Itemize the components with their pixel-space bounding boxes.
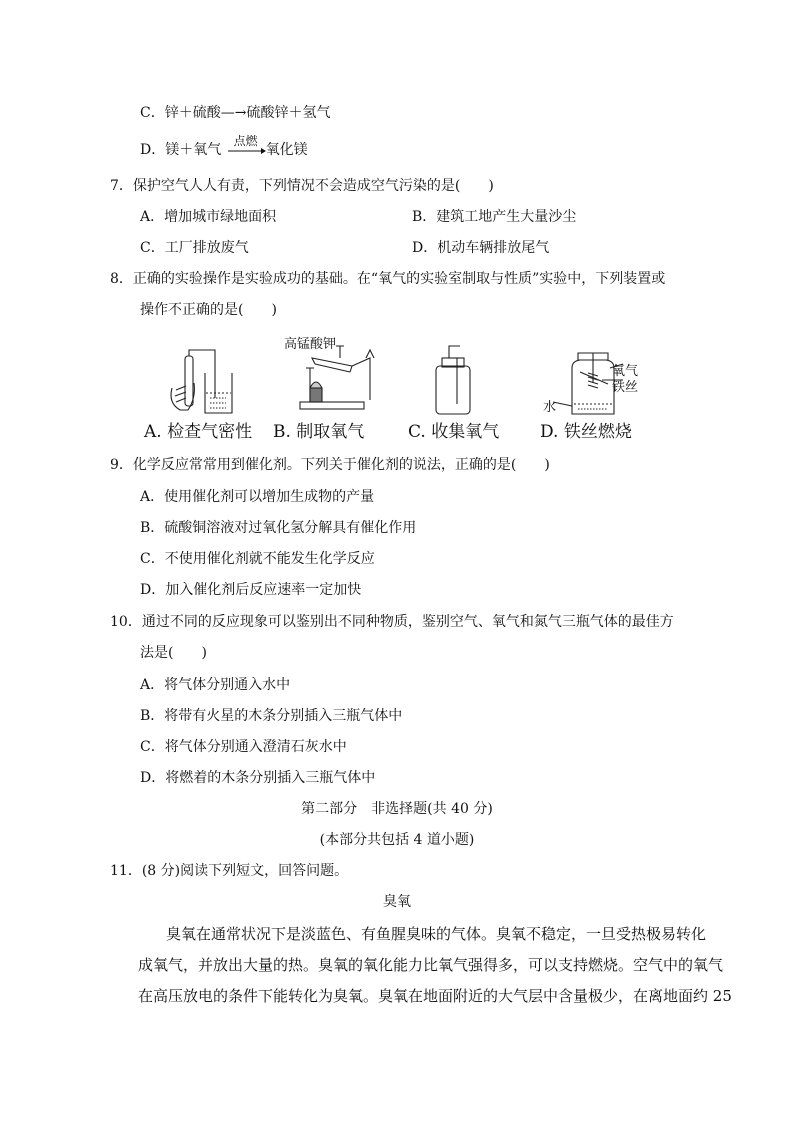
passage-line-2: 成氧气，并放出大量的热。臭氧的氧化能力比氧气强得多，可以支持燃烧。空气中的氧气 (138, 956, 724, 974)
q10-option-d: D．将燃着的木条分别插入三瓶气体中 (140, 770, 376, 786)
passage-line-1: 臭氧在通常状况下是淡蓝色、有鱼腥臭味的气体。臭氧不稳定，一旦受热极易转化 (166, 925, 707, 943)
q9-option-d: D．加入催化剂后反应速率一定加快 (140, 582, 362, 598)
q7-stem: 7．保护空气人人有责，下列情况不会造成空气污染的是( ) (110, 178, 494, 194)
q7-option-b: B．建筑工地产生大量沙尘 (412, 209, 577, 225)
arrow-icon (226, 140, 266, 160)
reaction-condition: 点燃 (233, 134, 258, 148)
section-subtitle: (本部分共包括 4 道小题) (319, 832, 475, 848)
q10-stem-line1: 10．通过不同的反应现象可以鉴别出不同种物质，鉴别空气、氧气和氮气三瓶气体的最佳方 (110, 614, 674, 630)
caption-a: A. 检查气密性 (144, 422, 253, 442)
q9-option-c: C．不使用催化剂就不能发生化学反应 (140, 551, 375, 567)
q10-stem-line2: 法是( ) (140, 645, 207, 661)
q10-option-b: B．将带有火星的木条分别插入三瓶气体中 (140, 708, 403, 724)
q6-option-d-right: 氧化镁 (265, 142, 308, 158)
lab-apparatus-figure (140, 328, 660, 420)
apparatus-c-gas-collection (436, 346, 470, 414)
label-water: 水 (543, 400, 557, 415)
q10-option-a: A．将气体分别通入水中 (140, 677, 291, 693)
caption-c: C. 收集氧气 (408, 422, 500, 442)
q8-stem-line2: 操作不正确的是( ) (140, 302, 277, 318)
q7-option-a: A．增加城市绿地面积 (140, 209, 277, 225)
q8-stem-line1: 8．正确的实验操作是实验成功的基础。在“氧气的实验室制取与性质”实验中，下列装置或 (110, 271, 666, 287)
apparatus-d-iron-combustion (553, 353, 623, 414)
caption-b: B. 制取氧气 (273, 422, 365, 442)
apparatus-b-oxygen-generation (300, 346, 374, 409)
q9-option-b: B．硫酸铜溶液对过氧化氢分解具有催化作用 (140, 520, 417, 536)
q7-option-d: D．机动车辆排放尾气 (412, 240, 550, 256)
label-oxygen: 氧气 (612, 364, 639, 379)
q6-option-d-left: D．镁＋氧气 (140, 142, 222, 158)
q10-option-c: C．将气体分别通入澄清石灰水中 (140, 739, 347, 755)
passage-line-3: 在高压放电的条件下能转化为臭氧。臭氧在地面附近的大气层中含量极少，在离地面约 25 (138, 987, 732, 1005)
reaction-arrow (226, 134, 266, 160)
label-reagent: 高锰酸钾 (284, 337, 337, 352)
q9-stem: 9．化学反应常常用到催化剂。下列关于催化剂的说法，正确的是( ) (110, 457, 550, 473)
q7-option-c: C．工厂排放废气 (140, 240, 249, 256)
passage-title: 臭氧 (383, 894, 411, 910)
q11-stem: 11．(8 分)阅读下列短文，回答问题。 (110, 863, 349, 879)
label-wire: 铁丝 (612, 380, 639, 395)
q9-option-a: A．使用催化剂可以增加生成物的产量 (140, 489, 375, 505)
apparatus-a-airtight-check (171, 350, 232, 413)
q6-option-c: C．锌＋硫酸—→硫酸锌＋氢气 (140, 105, 331, 121)
section-title: 第二部分 非选择题(共 40 分) (301, 801, 493, 817)
caption-d: D. 铁丝燃烧 (540, 422, 632, 442)
q6-option-d (140, 134, 308, 160)
